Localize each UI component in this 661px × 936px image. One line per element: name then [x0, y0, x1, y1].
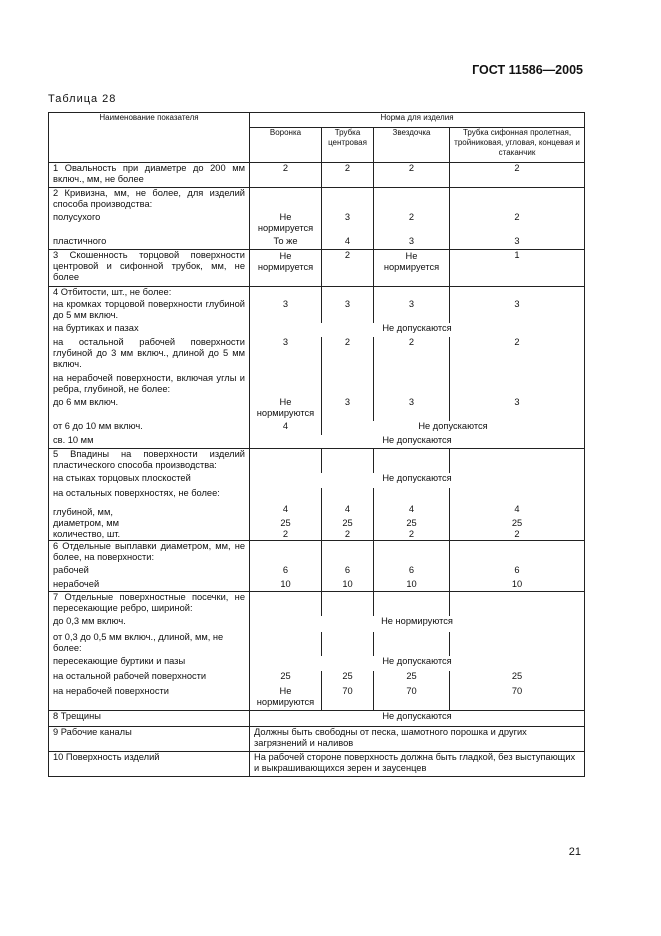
row-label: нерабочей: [49, 579, 250, 592]
cell: 2: [374, 337, 450, 373]
cell: 1: [450, 250, 585, 287]
row-label: 9 Рабочие каналы: [49, 727, 250, 752]
row-label: на буртиках и пазах: [49, 323, 250, 337]
cell: 10: [450, 579, 585, 592]
merged-cell: Не допускаются: [250, 711, 585, 727]
merged-cell: Не допускаются: [322, 421, 585, 435]
table-row: [49, 579, 585, 592]
cell: 2: [450, 529, 585, 541]
cell: 4: [322, 236, 374, 250]
cell: 2: [322, 529, 374, 541]
table-row: [49, 250, 585, 287]
header-col-3: Звездочка: [374, 128, 450, 163]
cell: 3: [450, 397, 585, 421]
row-label: рабочей: [49, 565, 250, 579]
merged-cell: Не допускаются: [250, 473, 585, 488]
cell: 3: [374, 299, 450, 323]
row-label: количество, шт.: [49, 529, 250, 541]
document-code: ГОСТ 11586—2005: [472, 63, 583, 77]
merged-cell: Не допускаются: [250, 435, 585, 449]
requirements-table: [48, 112, 585, 777]
table-row: [49, 671, 585, 686]
table-row: [49, 299, 585, 323]
table-row: [49, 592, 585, 617]
cell: 25: [322, 518, 374, 529]
cell: 6: [250, 565, 322, 579]
table-row: [49, 287, 585, 300]
cell: Не нормируется: [250, 250, 322, 287]
cell: 3: [374, 236, 450, 250]
table-row: [49, 541, 585, 566]
cell: 2: [322, 163, 374, 188]
page-number: 21: [568, 846, 581, 858]
cell: Не нормируется: [250, 212, 322, 236]
row-label: на остальной рабочей поверхности глубиной до 3 мм включ., длиной до 5 мм включ.: [49, 337, 250, 373]
row-label: от 0,3 до 0,5 мм включ., длиной, мм, не более:: [49, 632, 250, 656]
cell: 2: [322, 337, 374, 373]
row-label: на стыках торцовых плоскостей: [49, 473, 250, 488]
row-label: до 0,3 мм включ.: [49, 616, 250, 632]
cell: 4: [250, 504, 322, 518]
row-label: 8 Трещины: [49, 711, 250, 727]
header-indicator: Наименование показателя: [49, 113, 250, 163]
row-label: на нерабочей поверхности: [49, 686, 250, 711]
row-label: до 6 мм включ.: [49, 397, 250, 421]
cell: 4: [250, 421, 322, 435]
row-label: 6 Отдельные выплавки диаметром, мм, не более, на поверхности:: [49, 541, 250, 566]
cell: 6: [450, 565, 585, 579]
row-label: на кромках торцовой поверхности глубиной до 5 мм включ.: [49, 299, 250, 323]
merged-cell: Не допускаются: [250, 656, 585, 671]
row-label: 4 Отбитости, шт., не более:: [49, 287, 250, 300]
table-row: [49, 188, 585, 213]
row-label: 1 Овальность при диаметре до 200 мм включ., мм, не более: [49, 163, 250, 188]
cell: 10: [322, 579, 374, 592]
row-label: пластичного: [49, 236, 250, 250]
cell: 4: [374, 504, 450, 518]
cell: 3: [322, 397, 374, 421]
table-row: [49, 752, 585, 777]
cell: 25: [450, 671, 585, 686]
cell: 2: [250, 529, 322, 541]
table-row: [49, 656, 585, 671]
cell: 2: [450, 212, 585, 236]
row-label: глубиной, мм,: [49, 504, 250, 518]
cell: 25: [450, 518, 585, 529]
table-row: [49, 518, 585, 529]
table-row: [49, 397, 585, 421]
table-row: [49, 236, 585, 250]
cell: 2: [322, 250, 374, 287]
cell: 3: [450, 299, 585, 323]
cell: 3: [322, 299, 374, 323]
cell: 6: [374, 565, 450, 579]
row-label: пересекающие буртики и пазы: [49, 656, 250, 671]
cell: Не нормируются: [250, 397, 322, 421]
row-label: на остальных поверхностях, не более:: [49, 488, 250, 504]
cell: Не нормируются: [250, 686, 322, 711]
table-row: [49, 488, 585, 504]
header-col-4: Трубка сифонная пролетная, тройниковая, угловая, концевая и стаканчик: [450, 128, 585, 163]
cell: 3: [322, 212, 374, 236]
cell: 2: [450, 337, 585, 373]
table-row: [49, 435, 585, 449]
cell: 3: [450, 236, 585, 250]
table-row: [49, 212, 585, 236]
table-row: [49, 529, 585, 541]
cell: 10: [374, 579, 450, 592]
cell: 3: [250, 337, 322, 373]
table-row: [49, 686, 585, 711]
cell: 2: [374, 529, 450, 541]
cell: 2: [450, 163, 585, 188]
cell: 25: [322, 671, 374, 686]
cell: 10: [250, 579, 322, 592]
cell: 25: [374, 671, 450, 686]
table-row: [49, 565, 585, 579]
cell: 25: [374, 518, 450, 529]
row-label: 3 Скошенность торцовой поверхности центровой и сифонной трубок, мм, не более: [49, 250, 250, 287]
cell: 2: [374, 163, 450, 188]
header-row-1: [49, 113, 585, 128]
merged-cell: Не нормируются: [250, 616, 585, 632]
cell: 3: [374, 397, 450, 421]
cell: 2: [374, 212, 450, 236]
row-label: на нерабочей поверхности, включая углы и ребра, глубиной, не более:: [49, 373, 250, 397]
cell: То же: [250, 236, 322, 250]
row-label: 2 Кривизна, мм, не более, для изделий способа производства:: [49, 188, 250, 213]
cell: 70: [374, 686, 450, 711]
table-row: [49, 711, 585, 727]
row-label: 7 Отдельные поверхностные посечки, не пересекающие ребро, шириной:: [49, 592, 250, 617]
cell: 4: [322, 504, 374, 518]
table-row: [49, 504, 585, 518]
merged-cell: Должны быть свободны от песка, шамотного порошка и других загрязнений и наливов: [250, 727, 585, 752]
table-row: [49, 449, 585, 474]
table-row: [49, 373, 585, 397]
table-row: [49, 421, 585, 435]
row-label: 10 Поверхность изделий: [49, 752, 250, 777]
table-row: [49, 323, 585, 337]
row-label: диаметром, мм: [49, 518, 250, 529]
cell: 4: [450, 504, 585, 518]
cell: 70: [450, 686, 585, 711]
row-label: от 6 до 10 мм включ.: [49, 421, 250, 435]
table-row: [49, 632, 585, 656]
cell: 6: [322, 565, 374, 579]
cell: 25: [250, 671, 322, 686]
row-label: на остальной рабочей поверхности: [49, 671, 250, 686]
header-col-1: Воронка: [250, 128, 322, 163]
header-norm: Норма для изделия: [250, 113, 585, 128]
cell: 70: [322, 686, 374, 711]
table-row: [49, 337, 585, 373]
row-label: св. 10 мм: [49, 435, 250, 449]
table-row: [49, 163, 585, 188]
row-label: полусухого: [49, 212, 250, 236]
row-label: 5 Впадины на поверхности изделий пластического способа производства:: [49, 449, 250, 474]
cell: 25: [250, 518, 322, 529]
merged-cell: Не допускаются: [250, 323, 585, 337]
cell: 3: [250, 299, 322, 323]
merged-cell: На рабочей стороне поверхность должна быть гладкой, без выступающих и выкрашивающихся зерен и заусенцев: [250, 752, 585, 777]
table-caption: Таблица 28: [48, 93, 117, 105]
table-row: [49, 727, 585, 752]
table-row: [49, 473, 585, 488]
cell: Не нормируется: [374, 250, 450, 287]
header-col-2: Трубка центровая: [322, 128, 374, 163]
cell: 2: [250, 163, 322, 188]
table-row: [49, 616, 585, 632]
